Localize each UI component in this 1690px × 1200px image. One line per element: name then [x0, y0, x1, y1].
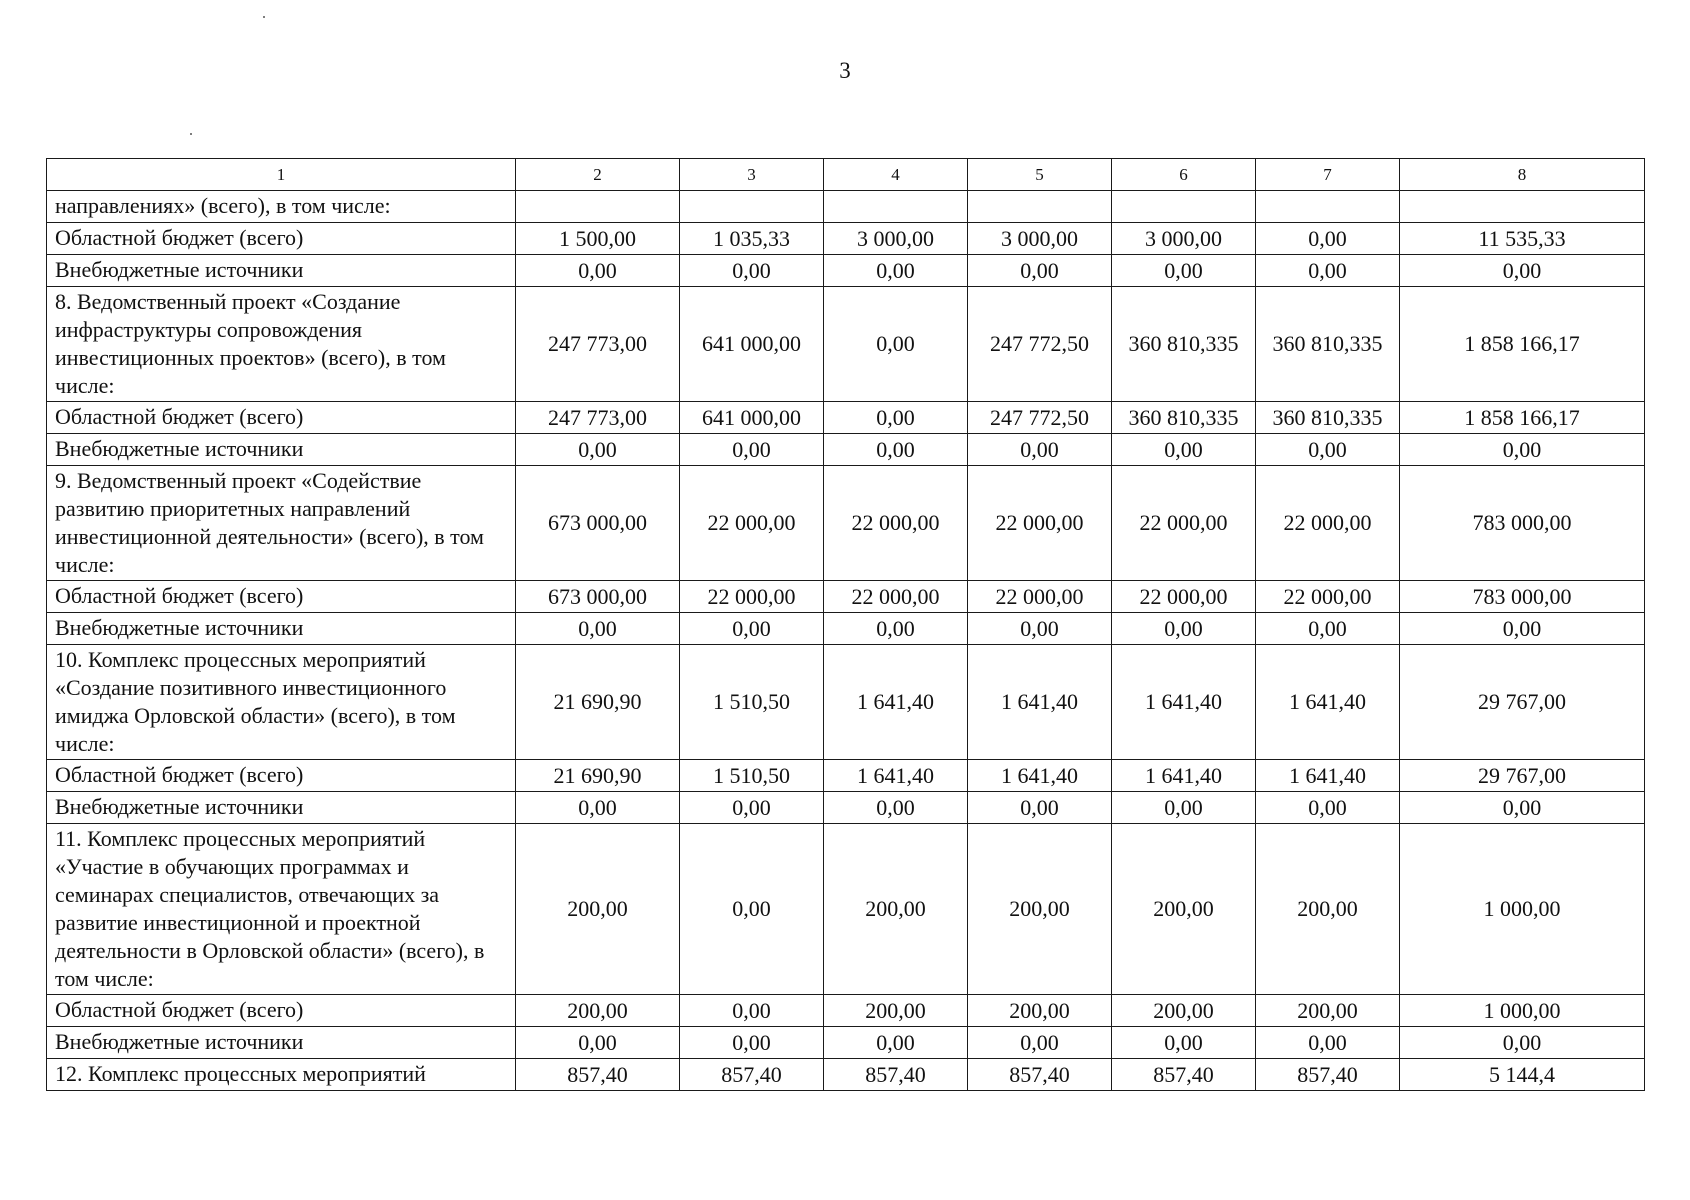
table-cell: 29 767,00: [1400, 760, 1645, 792]
table-cell: [1400, 191, 1645, 223]
row-label: Внебюджетные источники: [47, 255, 516, 287]
table-row: [47, 581, 1645, 613]
table-cell: 857,40: [1112, 1059, 1256, 1091]
table-cell: 247 772,50: [968, 287, 1112, 402]
table-cell: 22 000,00: [1112, 466, 1256, 581]
table-cell: 783 000,00: [1400, 466, 1645, 581]
table-cell: 0,00: [824, 402, 968, 434]
table-cell: 21 690,90: [516, 760, 680, 792]
table-cell: 22 000,00: [1256, 466, 1400, 581]
table-cell: 857,40: [824, 1059, 968, 1091]
table-cell: 0,00: [516, 1027, 680, 1059]
table-cell: 11 535,33: [1400, 223, 1645, 255]
table-cell: 22 000,00: [824, 581, 968, 613]
table-cell: 360 810,335: [1256, 287, 1400, 402]
column-header: 1: [47, 159, 516, 191]
table-cell: [1256, 191, 1400, 223]
column-header: 3: [680, 159, 824, 191]
table-cell: 200,00: [824, 824, 968, 995]
row-label: Областной бюджет (всего): [47, 995, 516, 1027]
table-cell: 200,00: [1256, 824, 1400, 995]
table-cell: 857,40: [680, 1059, 824, 1091]
table-cell: 0,00: [824, 613, 968, 645]
table-cell: 0,00: [968, 613, 1112, 645]
row-label: Областной бюджет (всего): [47, 760, 516, 792]
table-cell: 0,00: [1400, 792, 1645, 824]
table-row: [47, 434, 1645, 466]
table-cell: 22 000,00: [1256, 581, 1400, 613]
row-label: Внебюджетные источники: [47, 613, 516, 645]
table-cell: 200,00: [824, 995, 968, 1027]
table-cell: 1 641,40: [1112, 645, 1256, 760]
table-cell: 857,40: [1256, 1059, 1400, 1091]
table-row: [47, 792, 1645, 824]
table-cell: 857,40: [516, 1059, 680, 1091]
table-cell: 0,00: [1256, 434, 1400, 466]
table-cell: 0,00: [1256, 223, 1400, 255]
table-cell: 0,00: [824, 255, 968, 287]
row-label: 8. Ведомственный проект «Создание инфраструктуры сопровождения инвестиционных проектов» (всего), в том числе:: [47, 287, 516, 402]
table-cell: 5 144,4: [1400, 1059, 1645, 1091]
table-cell: 0,00: [968, 792, 1112, 824]
table-cell: 0,00: [1256, 1027, 1400, 1059]
scan-speck: [263, 16, 265, 18]
table-cell: 0,00: [1256, 792, 1400, 824]
table-cell: 673 000,00: [516, 466, 680, 581]
column-header: 5: [968, 159, 1112, 191]
table-cell: 1 510,50: [680, 645, 824, 760]
table-cell: 1 500,00: [516, 223, 680, 255]
table-cell: 0,00: [680, 434, 824, 466]
row-label: 10. Комплекс процессных мероприятий «Создание позитивного инвестиционного имиджа Орловской области» (всего), в том числе:: [47, 645, 516, 760]
table-cell: 0,00: [1400, 613, 1645, 645]
table-row: [47, 824, 1645, 995]
table-cell: 0,00: [968, 1027, 1112, 1059]
table-cell: 360 810,335: [1112, 287, 1256, 402]
table-cell: 247 773,00: [516, 287, 680, 402]
table-cell: 0,00: [680, 792, 824, 824]
table-row: [47, 995, 1645, 1027]
table-cell: 0,00: [1400, 434, 1645, 466]
table-cell: 0,00: [680, 255, 824, 287]
table-cell: 0,00: [516, 613, 680, 645]
row-label: 12. Комплекс процессных мероприятий: [47, 1059, 516, 1091]
table-cell: [516, 191, 680, 223]
table-cell: [968, 191, 1112, 223]
table-cell: 1 035,33: [680, 223, 824, 255]
table-cell: 1 641,40: [968, 645, 1112, 760]
table-cell: 1 510,50: [680, 760, 824, 792]
table-cell: 0,00: [680, 824, 824, 995]
table-cell: 1 641,40: [824, 645, 968, 760]
table-row: [47, 191, 1645, 223]
page-number: 3: [839, 58, 851, 83]
budget-table: [46, 158, 1645, 1091]
table-cell: 3 000,00: [824, 223, 968, 255]
table-cell: 641 000,00: [680, 402, 824, 434]
table-cell: 200,00: [968, 824, 1112, 995]
column-header: 7: [1256, 159, 1400, 191]
table-cell: 1 641,40: [1256, 760, 1400, 792]
table-row: [47, 760, 1645, 792]
table-cell: 857,40: [968, 1059, 1112, 1091]
table-cell: 21 690,90: [516, 645, 680, 760]
table-body: [47, 191, 1645, 1091]
table-cell: 673 000,00: [516, 581, 680, 613]
table-cell: 200,00: [516, 995, 680, 1027]
table-cell: 0,00: [968, 255, 1112, 287]
row-label: Внебюджетные источники: [47, 434, 516, 466]
table-cell: 0,00: [824, 434, 968, 466]
table-cell: 22 000,00: [824, 466, 968, 581]
table-cell: 22 000,00: [968, 466, 1112, 581]
table-cell: [1112, 191, 1256, 223]
table-cell: 29 767,00: [1400, 645, 1645, 760]
table-cell: 0,00: [680, 995, 824, 1027]
row-label: Областной бюджет (всего): [47, 223, 516, 255]
table-cell: 1 858 166,17: [1400, 287, 1645, 402]
table-cell: 200,00: [1112, 824, 1256, 995]
column-number-row: [47, 159, 1645, 191]
table-cell: 200,00: [968, 995, 1112, 1027]
table-cell: 1 641,40: [1256, 645, 1400, 760]
table-cell: 1 000,00: [1400, 995, 1645, 1027]
table-cell: 0,00: [1256, 613, 1400, 645]
column-header: 8: [1400, 159, 1645, 191]
row-label: Внебюджетные источники: [47, 792, 516, 824]
scan-speck: [190, 133, 192, 135]
table-cell: 360 810,335: [1112, 402, 1256, 434]
row-label: направлениях» (всего), в том числе:: [47, 191, 516, 223]
table-cell: 22 000,00: [968, 581, 1112, 613]
table-cell: 0,00: [1112, 792, 1256, 824]
table-row: [47, 466, 1645, 581]
table-cell: 1 641,40: [824, 760, 968, 792]
table-cell: 0,00: [680, 613, 824, 645]
table-cell: 0,00: [516, 434, 680, 466]
table-cell: 22 000,00: [680, 581, 824, 613]
table-cell: 0,00: [1256, 255, 1400, 287]
table-row: [47, 402, 1645, 434]
table-cell: 0,00: [680, 1027, 824, 1059]
table-cell: 0,00: [1112, 613, 1256, 645]
row-label: Внебюджетные источники: [47, 1027, 516, 1059]
column-header: 4: [824, 159, 968, 191]
table-cell: 783 000,00: [1400, 581, 1645, 613]
table-cell: 200,00: [516, 824, 680, 995]
table-cell: 22 000,00: [680, 466, 824, 581]
table-row: [47, 223, 1645, 255]
table-cell: 1 000,00: [1400, 824, 1645, 995]
table-cell: 0,00: [1400, 255, 1645, 287]
column-header: 2: [516, 159, 680, 191]
table-cell: 0,00: [824, 287, 968, 402]
column-header: 6: [1112, 159, 1256, 191]
table-cell: 0,00: [516, 792, 680, 824]
table-cell: 247 772,50: [968, 402, 1112, 434]
table-row: [47, 613, 1645, 645]
table-cell: 0,00: [824, 792, 968, 824]
table-cell: 3 000,00: [968, 223, 1112, 255]
table-cell: 247 773,00: [516, 402, 680, 434]
row-label: 9. Ведомственный проект «Содействие развитию приоритетных направлений инвестиционной деятельности» (всего), в том числе:: [47, 466, 516, 581]
row-label: 11. Комплекс процессных мероприятий «Участие в обучающих программах и семинарах специалистов, отвечающих за развитие инвестиционной и проектной деятельности в Орловской области» (всего), в том числе:: [47, 824, 516, 995]
table-cell: 3 000,00: [1112, 223, 1256, 255]
row-label: Областной бюджет (всего): [47, 402, 516, 434]
table-cell: 0,00: [1112, 434, 1256, 466]
table-cell: 200,00: [1256, 995, 1400, 1027]
row-label: Областной бюджет (всего): [47, 581, 516, 613]
table-cell: [680, 191, 824, 223]
table-cell: 200,00: [1112, 995, 1256, 1027]
table-row: [47, 1059, 1645, 1091]
table-cell: 641 000,00: [680, 287, 824, 402]
table-cell: 0,00: [824, 1027, 968, 1059]
table-row: [47, 255, 1645, 287]
table-cell: 360 810,335: [1256, 402, 1400, 434]
table-cell: [824, 191, 968, 223]
table-row: [47, 645, 1645, 760]
table-cell: 22 000,00: [1112, 581, 1256, 613]
table-row: [47, 1027, 1645, 1059]
table-cell: 0,00: [1112, 255, 1256, 287]
table-cell: 1 858 166,17: [1400, 402, 1645, 434]
table-cell: 0,00: [1400, 1027, 1645, 1059]
table-cell: 1 641,40: [1112, 760, 1256, 792]
table-cell: 1 641,40: [968, 760, 1112, 792]
table-cell: 0,00: [516, 255, 680, 287]
table-row: [47, 287, 1645, 402]
table-cell: 0,00: [968, 434, 1112, 466]
table-cell: 0,00: [1112, 1027, 1256, 1059]
